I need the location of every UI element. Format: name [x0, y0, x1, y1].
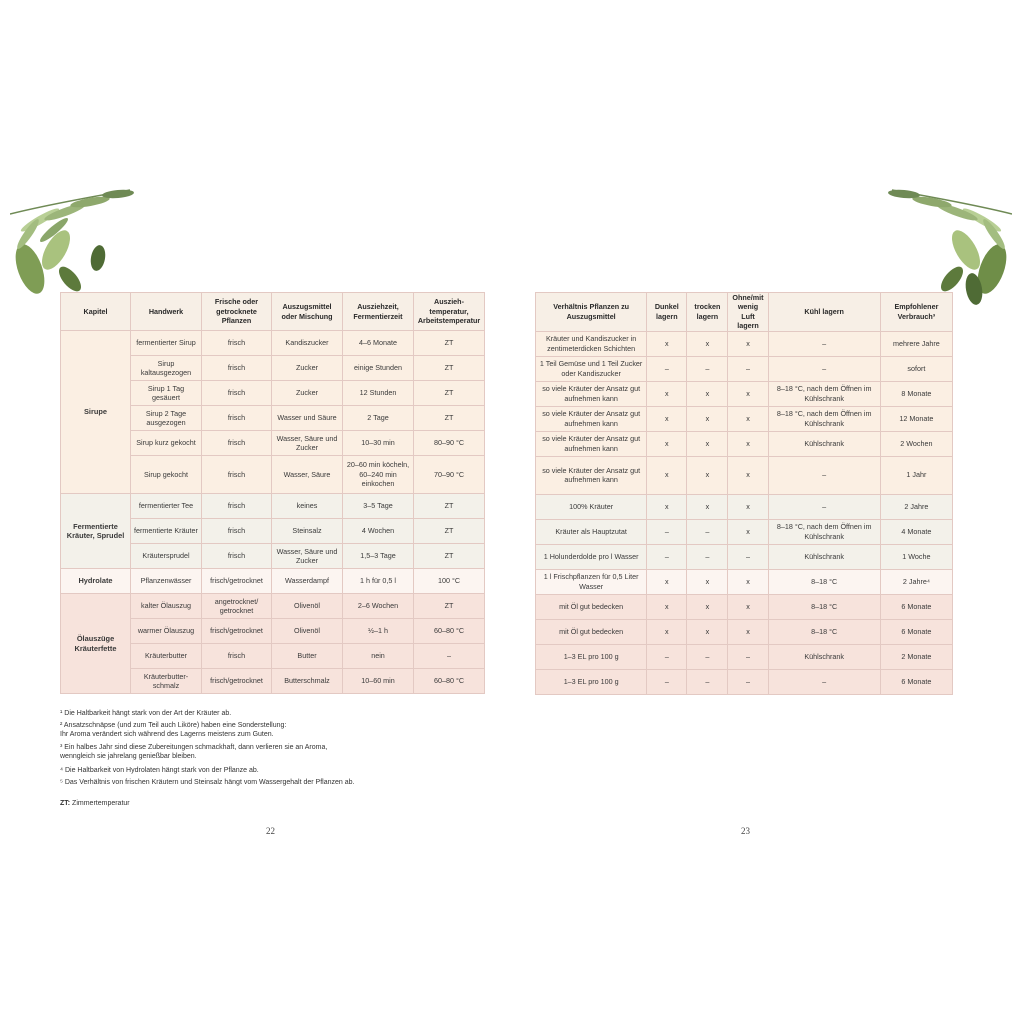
table-cell: x	[728, 331, 768, 356]
column-header: Empfohlener Verbrauch³	[880, 293, 952, 332]
table-cell: Kühlschrank	[768, 544, 880, 569]
column-header: Auszugsmittel oder Mischung	[272, 293, 343, 331]
table-cell: Zucker	[272, 381, 343, 406]
footnote: ² Ansatzschnäpse (und zum Teil auch Liköre) haben eine Sonderstellung: Ihr Aroma verändert sich während des Lagerns meistens zum Guten.	[60, 722, 287, 738]
table-cell: 2 Monate	[880, 644, 952, 669]
table-cell: 6 Monate	[880, 669, 952, 694]
table-row	[536, 569, 953, 594]
table-cell: 2 Jahre	[880, 494, 952, 519]
table-cell: 6 Monate	[880, 594, 952, 619]
table-cell: x	[647, 619, 687, 644]
footnote: ¹ Die Haltbarkeit hängt stark von der Art der Kräuter ab.	[60, 710, 232, 717]
column-header: Ohne/mit wenig Luft lagern	[728, 293, 768, 332]
table-cell: 4 Monate	[880, 519, 952, 544]
table-cell: 70–90 °C	[414, 456, 485, 494]
table-cell: 1 Jahr	[880, 456, 952, 494]
table-cell: frisch	[202, 519, 272, 544]
table-cell: –	[768, 456, 880, 494]
table-cell: –	[728, 644, 768, 669]
table-cell: –	[647, 644, 687, 669]
table-cell: 3–5 Tage	[343, 494, 414, 519]
table-cell: x	[647, 331, 687, 356]
table-cell: ZT	[414, 331, 485, 356]
table-cell: x	[647, 569, 687, 594]
table-cell: 1 Teil Gemüse und 1 Teil Zucker oder Kandiszucker	[536, 356, 647, 381]
table-cell: keines	[272, 494, 343, 519]
legend-line	[60, 799, 130, 808]
chapter-cell: Sirupe	[61, 331, 131, 494]
table-row	[536, 331, 953, 356]
table-cell: x	[647, 381, 687, 406]
table-cell: –	[728, 544, 768, 569]
table-cell: x	[728, 519, 768, 544]
table-cell: einige Stunden	[343, 356, 414, 381]
table-cell: Wasser, Säure und Zucker	[272, 431, 343, 456]
table-cell: fermentierter Sirup	[131, 331, 202, 356]
table-cell: 12 Monate	[880, 406, 952, 431]
footnote: ⁴ Die Haltbarkeit von Hydrolaten hängt stark von der Pflanze ab.	[60, 767, 259, 774]
table-cell: x	[687, 381, 728, 406]
table-cell: Pflanzenwässer	[131, 569, 202, 594]
table-cell: –	[687, 519, 728, 544]
table-cell: x	[728, 494, 768, 519]
table-cell: angetrocknet/ getrocknet	[202, 594, 272, 619]
table-cell: 60–80 °C	[414, 669, 485, 694]
table-cell: Kräutersprudel	[131, 544, 202, 569]
table-cell: 4 Wochen	[343, 519, 414, 544]
table-cell: mit Öl gut bedecken	[536, 594, 647, 619]
legend-abbr: ZT:	[60, 800, 71, 807]
table-cell: so viele Kräuter der Ansatz gut aufnehmen kann	[536, 406, 647, 431]
table-cell: x	[687, 406, 728, 431]
table-cell: frisch	[202, 494, 272, 519]
column-header: Frische oder getrocknete Pflanzen	[202, 293, 272, 331]
table-cell: 100% Kräuter	[536, 494, 647, 519]
table-cell: –	[414, 644, 485, 669]
table-cell: Steinsalz	[272, 519, 343, 544]
table-cell: Kühlschrank	[768, 644, 880, 669]
table-cell: Butter	[272, 644, 343, 669]
table-row	[536, 544, 953, 569]
table-cell: x	[647, 594, 687, 619]
table-cell: so viele Kräuter der Ansatz gut aufnehmen kann	[536, 456, 647, 494]
table-cell: ZT	[414, 381, 485, 406]
table-row	[536, 431, 953, 456]
table-cell: mehrere Jahre	[880, 331, 952, 356]
column-header: Verhältnis Pflanzen zu Auszugsmittel	[536, 293, 647, 332]
page-number-left: 22	[266, 826, 275, 836]
table-cell: x	[728, 381, 768, 406]
table-cell: x	[687, 594, 728, 619]
table-cell: frisch	[202, 431, 272, 456]
table-cell: 8–18 °C, nach dem Öffnen im Kühlschrank	[768, 381, 880, 406]
table-cell: Wasser, Säure und Zucker	[272, 544, 343, 569]
table-cell: ZT	[414, 519, 485, 544]
table-cell: x	[647, 406, 687, 431]
table-cell: Wasserdampf	[272, 569, 343, 594]
table-cell: 8 Monate	[880, 381, 952, 406]
table-cell: 6 Monate	[880, 619, 952, 644]
table-row	[61, 494, 485, 519]
table-cell: 2 Jahre⁴	[880, 569, 952, 594]
table-cell: frisch	[202, 331, 272, 356]
table-row	[536, 594, 953, 619]
table-cell: –	[728, 669, 768, 694]
table-cell: –	[768, 356, 880, 381]
table-cell: ZT	[414, 494, 485, 519]
table-cell: Kräuter und Kandiszucker in zentimeterdicken Schichten	[536, 331, 647, 356]
table-cell: Sirup kurz gekocht	[131, 431, 202, 456]
chapter-cell: Fermentierte Kräuter, Sprudel	[61, 494, 131, 569]
table-cell: x	[687, 494, 728, 519]
table-cell: Kandiszucker	[272, 331, 343, 356]
table-cell: –	[768, 669, 880, 694]
table-cell: frisch/getrocknet	[202, 619, 272, 644]
table-cell: Zucker	[272, 356, 343, 381]
table-cell: mit Öl gut bedecken	[536, 619, 647, 644]
table-cell: sofort	[880, 356, 952, 381]
column-header: Kapitel	[61, 293, 131, 331]
table-cell: Sirup 1 Tag gesäuert	[131, 381, 202, 406]
table-cell: fermentierter Tee	[131, 494, 202, 519]
table-cell: x	[687, 431, 728, 456]
table-cell: 100 °C	[414, 569, 485, 594]
table-cell: ZT	[414, 406, 485, 431]
table-cell: x	[687, 456, 728, 494]
table-cell: 2 Tage	[343, 406, 414, 431]
table-row	[536, 619, 953, 644]
table-cell: 2 Wochen	[880, 431, 952, 456]
table-cell: ½–1 h	[343, 619, 414, 644]
table-cell: –	[768, 494, 880, 519]
table-cell: 20–60 min köcheln, 60–240 min einkochen	[343, 456, 414, 494]
table-cell: 60–80 °C	[414, 619, 485, 644]
table-cell: ZT	[414, 544, 485, 569]
table-cell: 1–3 EL pro 100 g	[536, 669, 647, 694]
table-row	[536, 356, 953, 381]
table-cell: frisch	[202, 644, 272, 669]
table-cell: x	[647, 431, 687, 456]
table-row	[536, 644, 953, 669]
table-cell: 8–18 °C	[768, 619, 880, 644]
table-header-row	[536, 293, 953, 332]
table-cell: –	[768, 331, 880, 356]
table-cell: Olivenöl	[272, 619, 343, 644]
table-row	[536, 669, 953, 694]
table-cell: –	[687, 669, 728, 694]
column-header: trocken lagern	[687, 293, 728, 332]
table-cell: Kräuterbutter-schmalz	[131, 669, 202, 694]
table-cell: Sirup kaltausgezogen	[131, 356, 202, 381]
table-cell: 1,5–3 Tage	[343, 544, 414, 569]
table-cell: x	[687, 331, 728, 356]
table-cell: Sirup gekocht	[131, 456, 202, 494]
table-row	[536, 519, 953, 544]
table-cell: Sirup 2 Tage ausgezogen	[131, 406, 202, 431]
table-cell: Kräuter als Hauptzutat	[536, 519, 647, 544]
table-cell: Kühlschrank	[768, 431, 880, 456]
chapter-cell: Ölauszüge Kräuterfette	[61, 594, 131, 694]
table-cell: nein	[343, 644, 414, 669]
table-cell: warmer Ölauszug	[131, 619, 202, 644]
table-cell: Wasser und Säure	[272, 406, 343, 431]
table-cell: x	[728, 569, 768, 594]
footnote: ⁵ Das Verhältnis von frischen Kräutern und Steinsalz hängt vom Wassergehalt der Pflanzen ab.	[60, 779, 355, 786]
table-cell: 12 Stunden	[343, 381, 414, 406]
table-cell: x	[728, 619, 768, 644]
column-header: Ausziehzeit, Fermentierzeit	[343, 293, 414, 331]
table-cell: Kräuterbutter	[131, 644, 202, 669]
table-cell: –	[647, 544, 687, 569]
left-page-table	[60, 292, 485, 694]
table-cell: –	[728, 356, 768, 381]
table-cell: frisch	[202, 356, 272, 381]
table-cell: –	[647, 669, 687, 694]
table-row	[536, 494, 953, 519]
table-cell: –	[647, 356, 687, 381]
table-cell: –	[687, 356, 728, 381]
table-cell: frisch	[202, 456, 272, 494]
table-row	[536, 406, 953, 431]
table-cell: –	[687, 644, 728, 669]
table-cell: Butterschmalz	[272, 669, 343, 694]
table-row	[536, 381, 953, 406]
right-page-table	[535, 292, 953, 695]
column-header: Handwerk	[131, 293, 202, 331]
table-cell: 8–18 °C, nach dem Öffnen im Kühlschrank	[768, 519, 880, 544]
column-header: Kühl lagern	[768, 293, 880, 332]
table-cell: x	[728, 456, 768, 494]
table-cell: so viele Kräuter der Ansatz gut aufnehmen kann	[536, 431, 647, 456]
table-cell: x	[647, 456, 687, 494]
table-cell: x	[728, 406, 768, 431]
table-cell: 4–6 Monate	[343, 331, 414, 356]
table-cell: 8–18 °C	[768, 594, 880, 619]
table-cell: 80–90 °C	[414, 431, 485, 456]
table-cell: frisch	[202, 381, 272, 406]
table-cell: kalter Ölauszug	[131, 594, 202, 619]
table-cell: 10–60 min	[343, 669, 414, 694]
table-cell: x	[687, 619, 728, 644]
column-header: Auszieh-temperatur, Arbeitstemperatur	[414, 293, 485, 331]
table-cell: x	[728, 594, 768, 619]
table-cell: frisch/getrocknet	[202, 569, 272, 594]
table-cell: x	[728, 431, 768, 456]
table-row	[61, 569, 485, 594]
table-cell: Olivenöl	[272, 594, 343, 619]
table-cell: x	[687, 569, 728, 594]
table-cell: ZT	[414, 594, 485, 619]
table-header-row	[61, 293, 485, 331]
table-row	[536, 456, 953, 494]
table-cell: 1 h für 0,5 l	[343, 569, 414, 594]
table-cell: Wasser, Säure	[272, 456, 343, 494]
legend-text: Zimmertemperatur	[70, 800, 130, 807]
chapter-cell: Hydrolate	[61, 569, 131, 594]
table-cell: 10–30 min	[343, 431, 414, 456]
footnote: ³ Ein halbes Jahr sind diese Zubereitungen schmackhaft, dann verlieren sie an Aroma, wenngleich sie jahrelang genießbar bleiben.	[60, 744, 328, 760]
table-cell: 1 Woche	[880, 544, 952, 569]
column-header: Dunkel lagern	[647, 293, 687, 332]
table-cell: frisch	[202, 544, 272, 569]
table-cell: 1–3 EL pro 100 g	[536, 644, 647, 669]
table-row	[61, 331, 485, 356]
table-cell: frisch	[202, 406, 272, 431]
table-cell: x	[647, 494, 687, 519]
table-cell: 8–18 °C	[768, 569, 880, 594]
table-cell: ZT	[414, 356, 485, 381]
table-cell: –	[687, 544, 728, 569]
table-cell: 2–6 Wochen	[343, 594, 414, 619]
table-cell: so viele Kräuter der Ansatz gut aufnehmen kann	[536, 381, 647, 406]
table-cell: –	[647, 519, 687, 544]
table-row	[61, 594, 485, 619]
table-cell: 1 l Frischpflanzen für 0,5 Liter Wasser	[536, 569, 647, 594]
table-cell: 8–18 °C, nach dem Öffnen im Kühlschrank	[768, 406, 880, 431]
table-cell: fermentierte Kräuter	[131, 519, 202, 544]
table-cell: 1 Holunderdolde pro l Wasser	[536, 544, 647, 569]
table-cell: frisch/getrocknet	[202, 669, 272, 694]
page-number-right: 23	[741, 826, 750, 836]
